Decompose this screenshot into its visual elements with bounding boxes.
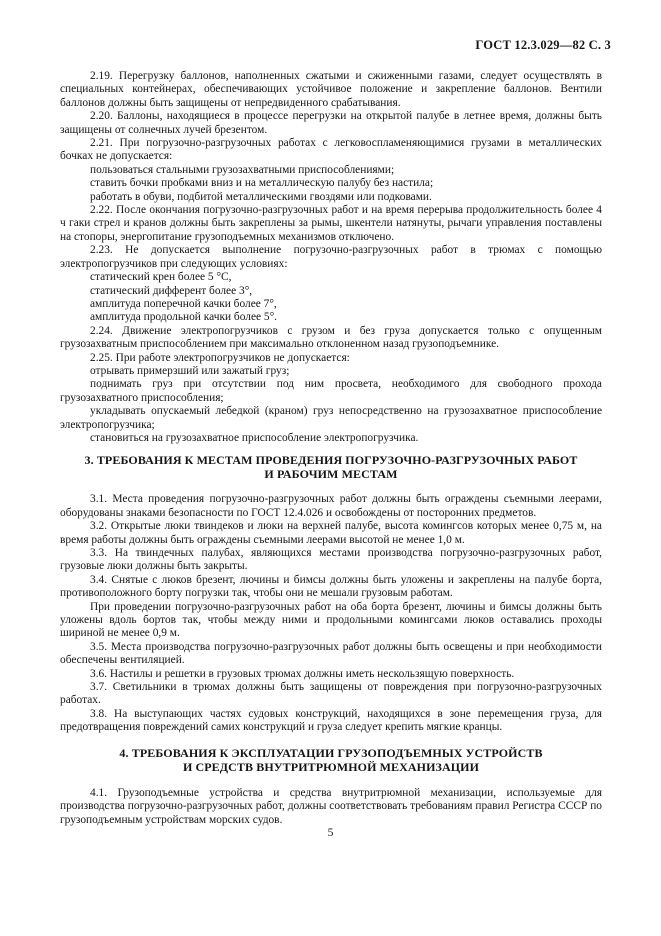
- paragraph-2-21: 2.21. При погрузочно-разгрузочных работах с легковоспламеняющимися грузами в металлических бочках не допускается:: [60, 137, 602, 163]
- paragraph-2-22: 2.22. После окончания погрузочно-разгрузочных работ и на время перерыва продолжительность более 4 ч гаки стрел и кранов должны быть закреплены за рымы, шкентели натянуты, рычаги управления поставлены на стопоры, энергопитание грузоподъемных механизмов отключено.: [60, 204, 602, 243]
- section-4-heading: [60, 746, 602, 774]
- paragraph-2-19: 2.19. Перегрузку баллонов, наполненных сжатыми и сжиженными газами, следует осуществлять в специальных контейнерах, обеспечивающих устойчивое положение и закрепление баллонов. Вентили баллонов должны быть защищены от непредвиденного срабатывания.: [60, 70, 602, 109]
- paragraph-3-3: 3.3. На твиндечных палубах, являющихся местами производства погрузочно-разгрузочных работ, грузовые люки должны быть закрыты.: [60, 547, 602, 573]
- list-item: статический крен более 5 °С,: [90, 271, 232, 284]
- list-item: становиться на грузозахватное приспособление электропогрузчика.: [90, 431, 419, 444]
- section-3-heading-line-2: И РАБОЧИМ МЕСТАМ: [264, 467, 398, 482]
- paragraph-3-4: 3.4. Снятые с люков брезент, лючины и бимсы должны быть уложены и закреплены на палубе борта, противоположного борту погрузки так, чтобы они не мешали грузовым работам.: [60, 573, 602, 600]
- section-3-body: [60, 493, 602, 734]
- paragraph-3-4-cont: При проведении погрузочно-разгрузочных работ на оба борта брезент, лючины и бимсы должны быть уложены вдоль бортов так, чтобы между ними и продольными комингсами люков оставались проходы шириной не менее 0,9 м.: [60, 600, 602, 640]
- paragraph-2-20: 2.20. Баллоны, находящиеся в процессе перегрузки на открытой палубе в летнее время, должны быть защищены от солнечных лучей брезентом.: [60, 110, 602, 136]
- paragraph-3-7: 3.7. Светильники в трюмах должны быть защищены от повреждения при погрузочно-разгрузочных работах.: [60, 681, 602, 707]
- section-4-heading-line-2: И СРЕДСТВ ВНУТРИТРЮМНОЙ МЕХАНИЗАЦИИ: [182, 759, 480, 774]
- paragraph-3-2: 3.2. Открытые люки твиндеков и люки на верхней палубе, высота комингсов которых менее 0,75 м, на время работы должны быть ограждены съемными леерами высотой не менее 1,0 м.: [60, 520, 602, 546]
- list-item: укладывать опускаемый лебедкой (краном) груз непосредственно на грузозахватное приспособление электропогрузчика;: [60, 405, 602, 431]
- list-item: ставить бочки пробками вниз и на металлическую палубу без настила;: [90, 177, 434, 190]
- section-4-heading-line-1: 4. ТРЕБОВАНИЯ К ЭКСПЛУАТАЦИИ ГРУЗОПОДЪЕМНЫХ УСТРОЙСТВ: [119, 745, 543, 760]
- paragraph-3-6: 3.6. Настилы и решетки в грузовых трюмах должны иметь нескользящую поверхность.: [90, 667, 515, 680]
- paragraph-2-25: 2.25. При работе электропогрузчиков не допускается:: [90, 351, 350, 364]
- list-item: работать в обуви, подбитой металлическими гвоздями или подковами.: [90, 190, 432, 203]
- paragraph-2-23: 2.23. Не допускается выполнение погрузочно-разгрузочных работ в трюмах с помощью электропогрузчиков при следующих условиях:: [60, 244, 602, 270]
- paragraph-3-5: 3.5. Места производства погрузочно-разгрузочных работ должны быть освещены и при необходимости обеспечены вентиляцией.: [60, 640, 602, 667]
- page-header: ГОСТ 12.3.029—82 С. 3: [475, 38, 611, 52]
- paragraph-4-1: 4.1. Грузоподъемные устройства и средства внутритрюмной механизации, используемые для производства погрузочно-разгрузочных работ, должны соответствовать требованиям правил Регистра СССР по грузоподъемным устройствам морских судов.: [60, 786, 602, 826]
- paragraph-3-8: 3.8. На выступающих частях судовых конструкций, находящихся в зоне перемещения груза, для предотвращения повреждений самих конструкций и груза следует крепить мягкие кранцы.: [60, 707, 602, 734]
- list-item: амплитуда продольной качки более 5°.: [90, 311, 278, 324]
- section-4-body: [60, 787, 602, 827]
- paragraph-3-1: 3.1. Места проведения погрузочно-разгрузочных работ должны быть ограждены съемными леерами, оборудованы знаками безопасности по ГОСТ 12.4.026 и освобождены от посторонних предметов.: [60, 493, 602, 519]
- section-3-heading-line-1: 3. ТРЕБОВАНИЯ К МЕСТАМ ПРОВЕДЕНИЯ ПОГРУЗОЧНО-РАЗГРУЗОЧНЫХ РАБОТ: [84, 453, 578, 468]
- list-item: отрывать примерзший или зажатый груз;: [90, 364, 290, 377]
- paragraph-2-24: 2.24. Движение электропогрузчиков с грузом и без груза допускается только с опущенным грузозахватным приспособлением при максимально отклоненном назад грузоподъемнике.: [60, 324, 602, 351]
- document-body: [60, 70, 602, 827]
- list-item: пользоваться стальными грузозахватными приспособлениями;: [90, 163, 395, 176]
- section-2-continuation: [60, 70, 602, 445]
- page-number: 5: [327, 827, 334, 839]
- list-item: статический дифферент более 3°,: [90, 284, 253, 297]
- list-item: амплитуда поперечной качки более 7°,: [90, 297, 277, 310]
- section-3-heading: [60, 453, 602, 481]
- list-item: поднимать груз при отсутствии под ним просвета, необходимого для свободного прохода грузозахватного приспособления;: [60, 378, 602, 404]
